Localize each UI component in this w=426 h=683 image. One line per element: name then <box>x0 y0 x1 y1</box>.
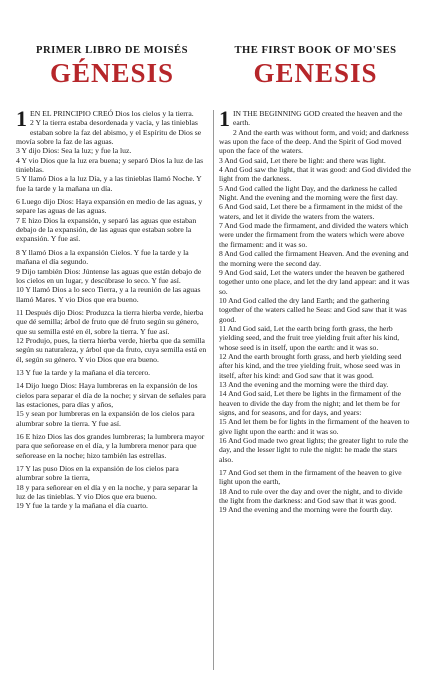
book-name-es: GÉNESIS <box>49 58 175 88</box>
verse: 7 E hizo Dios la expansión, y separó las aguas que estaban debajo de la expansión, de las aguas que estaban sobre la expansión. Y fue así. <box>16 215 197 244</box>
verse: 14 And God said, Let there be lights in the firmament of the heaven to divide the day from the night; and let them be for signs, and for seasons, and for days, and years: <box>219 389 401 417</box>
verse: 17 Y las puso Dios en la expansión de los cielos para alumbrar sobre la tierra, <box>16 464 179 483</box>
verse: 10 Y llamó Dios a lo seco Tierra, y a la reunión de las aguas llamó Mares. Y vio Dios que era bueno. <box>16 285 201 304</box>
verse: 11 And God said, Let the earth bring forth grass, the herb yielding seed, and the fruit tree yielding fruit after his kind, whose seed is in itself, upon the earth: and it was so. <box>219 323 400 352</box>
verse: 3 Y dijo Dios: Sea la luz; y fue la luz. <box>16 146 132 156</box>
verse-1: 1 IN THE BEGINNING GOD created the heaven and the earth. <box>219 106 403 131</box>
verse: 10 And God called the dry land Earth; and the gathering together of the waters called he Seas: and God saw that it was good. <box>219 295 407 324</box>
verse: 19 And the evening and the morning were the fourth day. <box>219 505 393 515</box>
verse: 6 And God said, Let there be a firmament in the midst of the waters, and let it divide the waters from the waters. <box>219 202 403 221</box>
verse: 17 And God set them in the firmament of the heaven to give light upon the earth, <box>219 468 402 487</box>
verse: 9 And God said, Let the waters under the heaven be gathered together unto one place, and let the dry land appear: and it was so. <box>219 267 410 296</box>
verse: 18 And to rule over the day and over the night, and to divide the light from the darkness: and God saw that it was good. <box>219 486 403 506</box>
verse: 7 And God made the firmament, and divided the waters which were under the firmament from the waters which were above the firmament: and it was so. <box>219 221 409 249</box>
chapter-number: 1 <box>16 106 27 131</box>
verse: 6 Luego dijo Dios: Haya expansión en medio de las aguas, y separe las aguas de las aguas. <box>16 197 203 216</box>
verse: 11 Después dijo Dios: Produzca la tierra hierba verde, hierba que dé semilla; árbol de fruto que dé fruto según su género, que su semilla esté en él, sobre la tierra. Y fue así. <box>16 307 204 336</box>
verses-es <box>16 106 208 511</box>
verse: 2 Y la tierra estaba desordenada y vacía, y las tinieblas estaban sobre la faz del abismo, y el Espíritu de Dios se movía sobre la faz de las aguas. <box>16 118 202 147</box>
verse: 16 E hizo Dios las dos grandes lumbreras; la lumbrera mayor para que señorease en el día, y la lumbrera menor para que señorease en la noche; hizo también las estrellas. <box>16 432 205 460</box>
book-title-es: PRIMER LIBRO DE MOISÉS <box>36 45 188 56</box>
verse: 19 Y fue la tarde y la mañana el día cuarto. <box>16 501 148 511</box>
verse: 4 Y vio Dios que la luz era buena; y separó Dios la luz de las tinieblas. <box>16 155 204 175</box>
verse: 12 Produjo, pues, la tierra hierba verde, hierba que da semilla según su naturaleza, y árbol que da fruto, cuya semilla está en él, según su género. Y vio Dios que era bueno. <box>16 335 207 364</box>
column-divider <box>213 110 214 670</box>
verse: 8 Y llamó Dios a la expansión Cielos. Y fue la tarde y la mañana el día segundo. <box>16 247 189 267</box>
verse: 13 And the evening and the morning were the third day. <box>219 379 389 389</box>
verse: 15 y sean por lumbreras en la expansión de los cielos para alumbrar sobre la tierra. Y fue así. <box>16 409 195 428</box>
spanish-column <box>16 0 208 511</box>
verse: 5 And God called the light Day, and the darkness he called Night. And the evening and the morning were the first day. <box>219 183 398 203</box>
book-name-en: GENESIS <box>253 58 378 88</box>
verse: 3 And God said, Let there be light: and there was light. <box>219 155 386 165</box>
verse-1: 1 EN EL PRINCIPIO CREÓ Dios los cielos y la tierra. <box>16 106 194 131</box>
book-title-en: THE FIRST BOOK OF MO'SES <box>234 45 397 56</box>
chapter-number: 1 <box>219 106 230 131</box>
verse: 5 Y llamó Dios a la luz Día, y a las tinieblas llamó Noche. Y fue la tarde y la mañana un día. <box>16 174 202 193</box>
verse: 14 Dijo luego Dios: Haya lumbreras en la expansión de los cielos para separar el día de la noche; y sirvan de señales para las estaciones, para días y años, <box>16 381 206 409</box>
verse: 4 And God saw the light, that it was good: and God divided the light from the darkness. <box>219 165 411 184</box>
verse: 9 Dijo también Dios: Júntense las aguas que están debajo de los cielos en un lugar, y descúbrase lo seco. Y fue así. <box>16 266 202 285</box>
english-column <box>219 0 412 515</box>
verse: 8 And God called the firmament Heaven. And the evening and the morning were the second day. <box>219 249 409 268</box>
verse: 13 Y fue la tarde y la mañana el día tercero. <box>16 367 151 377</box>
verse: 16 And God made two great lights; the greater light to rule the day, and the lesser light to rule the night: he made the stars also. <box>219 436 409 464</box>
verses-en <box>219 106 412 515</box>
verse: 12 And the earth brought forth grass, and herb yielding seed after his kind, and the tree yielding fruit, whose seed was in itself, after his kind: and God saw that it was good. <box>219 351 402 380</box>
verse: 18 y para señorear en el día y en la noche, y para separar la luz de las tinieblas. Y vio Dios que era bueno. <box>16 482 198 502</box>
verse: 2 And the earth was without form, and void; and darkness was upon the face of the deep. And the Spirit of God moved upon the face of the waters. <box>219 127 409 156</box>
verse: 15 And let them be for lights in the firmament of the heaven to give light upon the earth: and it was so. <box>219 417 410 436</box>
